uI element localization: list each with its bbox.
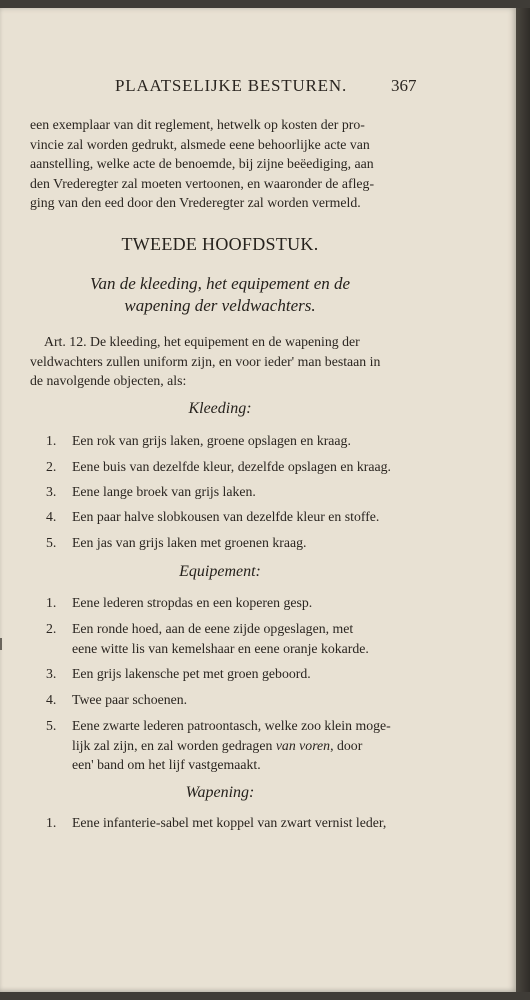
item-number: 3. (46, 484, 57, 499)
margin-mark (0, 638, 2, 650)
page-number: 367 (391, 76, 417, 95)
page-edge (516, 8, 530, 992)
article-paragraph (30, 332, 418, 391)
item-text: Eene buis van dezelfde kleur, dezelfde opslagen en kraag. (72, 459, 391, 474)
item-text: Een grijs lakensche pet met groen geboord. (72, 666, 311, 681)
text-line: den Vrederegter zal moeten vertoonen, en waaronder de afleg- (30, 175, 375, 191)
emphasis-van-voren: van voren (275, 737, 331, 753)
text-line: ging van den eed door den Vrederegter zal worden vermeld. (30, 195, 361, 210)
text-line: de navolgende objecten, als: (30, 373, 187, 388)
item-number: 2. (46, 459, 57, 474)
text-line: aanstelling, welke acte de benoemde, bij zijne beëediging, aan (30, 156, 374, 171)
item-text: Eene lederen stropdas en een koperen gesp. (72, 595, 313, 610)
book-page (0, 8, 516, 992)
item-text: Eene infanterie-sabel met koppel van zwart vernist leder, (72, 815, 387, 830)
section-title-kleeding: Kleeding: (188, 400, 252, 417)
item-number: 4. (46, 692, 57, 707)
item-number: 2. (46, 621, 57, 636)
item-number: 3. (46, 666, 57, 681)
item-text: Eene lange broek van grijs laken. (72, 484, 256, 499)
item-text: eene witte lis van kemelshaar en eene oranje kokarde. (72, 640, 369, 656)
item-text: Een paar halve slobkousen van dezelfde kleur en stoffe. (72, 509, 380, 524)
item-text: lijk zal zijn, en zal worden gedragen van voren, door (72, 737, 363, 753)
item-number: 5. (46, 535, 57, 550)
item-number: 1. (46, 815, 57, 830)
item-text: Een ronde hoed, aan de eene zijde opgeslagen, met (72, 621, 354, 636)
item-text: Eene zwarte lederen patroontasch, welke zoo klein moge- (72, 718, 391, 733)
chapter-title: TWEEDE HOOFDSTUK. (121, 234, 319, 254)
section-title-wapening: Wapening: (185, 784, 255, 801)
item-text: Een rok van grijs laken, groene opslagen en kraag. (72, 433, 351, 448)
item-number: 5. (46, 718, 57, 733)
item-text: Een jas van grijs laken met groenen kraag. (72, 535, 307, 550)
item-number: 4. (46, 509, 57, 524)
running-header: PLAATSELIJKE BESTUREN. (115, 76, 347, 95)
intro-paragraph (30, 115, 418, 213)
item-number: 1. (46, 595, 57, 610)
item-number: 1. (46, 433, 57, 448)
text-line: vincie zal worden gedrukt, alsmede eene behoorlijke acte van (30, 136, 370, 152)
item-text: een' band om het lijf vastgemaakt. (72, 757, 261, 772)
chapter-subtitle-line: wapening der veldwachters. (124, 296, 316, 315)
text-line: veldwachters zullen uniform zijn, en voor ieder' man bestaan in (30, 353, 381, 369)
text-line: Art. 12. De kleeding, het equipement en de wapening der (44, 334, 360, 349)
section-title-equipement: Equipement: (179, 563, 261, 580)
item-text: Twee paar schoenen. (72, 692, 188, 707)
chapter-subtitle-line: Van de kleeding, het equipement en de (89, 274, 351, 293)
text-line: een exemplaar van dit reglement, hetwelk op kosten der pro- (30, 117, 365, 132)
